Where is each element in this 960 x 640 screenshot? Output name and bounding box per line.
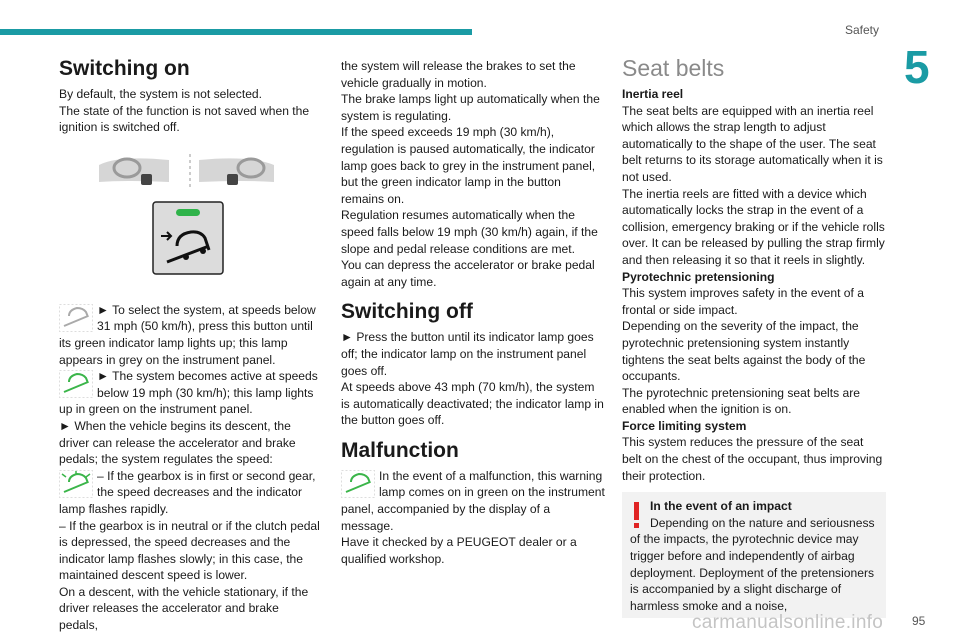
- paragraph: By default, the system is not selected.: [59, 87, 263, 101]
- watermark: carmanualsonline.info: [692, 612, 884, 633]
- paragraph: Have it checked by a PEUGEOT dealer or a qualified workshop.: [341, 535, 577, 566]
- paragraph: ► When the vehicle begins its descent, the driver can release the accelerator and brake pedals; the system regulates the speed:: [59, 418, 296, 467]
- heading-switching-off: Switching off: [341, 300, 473, 324]
- heading-malfunction: Malfunction: [341, 438, 459, 462]
- dashboard-right-icon: [199, 158, 274, 185]
- dashboard-left-icon: [99, 158, 169, 185]
- paragraph: the system will release the brakes to set the vehicle gradually in motion.: [341, 59, 576, 90]
- paragraph: The seat belts are equipped with an inertia reel which allows the strap length to adjust automatically to the shape of the user. The seat belt returns to its storage automatically when it is not used.: [622, 103, 883, 184]
- malfunction-warning-icon: [341, 470, 375, 498]
- header-accent-bar: [0, 29, 472, 35]
- paragraph: The pyrotechnic pretensioning seat belts are enabled when the ignition is on.: [622, 385, 860, 417]
- paragraph: Regulation resumes automatically when the speed falls below 19 mph (30 km/h) again, if the slope and pedal release conditions are met.: [341, 208, 598, 256]
- paragraph: In the event of a malfunction, this warning lamp comes on in green on the instrument panel, accompanied by the display of a message.: [341, 468, 605, 533]
- paragraph: This system improves safety in the event of a frontal or side impact.: [622, 286, 864, 317]
- warning-box: [622, 492, 886, 618]
- paragraph: The brake lamps light up automatically when the system is regulating.: [341, 92, 600, 123]
- column-1: [59, 56, 321, 634]
- paragraph: At speeds above 43 mph (70 km/h), the system is automatically deactivated; the indicator lamp in the button goes off.: [341, 380, 604, 428]
- paragraph: ► To select the system, at speeds below 31 mph (50 km/h), press this button until its green indicator lamp lights up; this lamp appears in grey on the instrument panel.: [59, 302, 316, 367]
- column-2: [341, 58, 605, 567]
- heading-switching-on: Switching on: [59, 57, 190, 80]
- chapter-number: 5: [904, 41, 930, 93]
- paragraph: On a descent, with the vehicle stationary, if the driver releases the accelerator and brake pedals,: [59, 584, 309, 633]
- paragraph: The state of the function is not saved when the ignition is switched off.: [59, 103, 310, 135]
- paragraph: – If the gearbox is in neutral or if the clutch pedal is depressed, the speed decreases and the indicator lamp flashes slowly; in this case, the maintained descent speed is lower.: [59, 518, 320, 583]
- exclamation-icon: [630, 501, 644, 529]
- column-3: [622, 54, 886, 618]
- subheading: Pyrotechnic pretensioning: [622, 269, 775, 284]
- subheading: Inertia reel: [622, 87, 684, 101]
- paragraph: You can depress the accelerator or brake pedal again at any time.: [341, 258, 595, 289]
- paragraph: – If the gearbox is in first or second gear, the speed decreases and the indicator lamp flashes rapidly.: [59, 468, 316, 516]
- page-number: 95: [912, 614, 926, 628]
- paragraph: This system reduces the pressure of the seat belt on the chest of the occupant, thus improving their protection.: [622, 435, 883, 483]
- warning-title: In the event of an impact: [650, 499, 792, 514]
- paragraph: Depending on the severity of the impact, the pyrotechnic pretensioning system instantly tightens the seat belts against the body of the occupants.: [622, 319, 866, 384]
- hill-descent-grey-icon: [59, 304, 93, 332]
- heading-seat-belts: Seat belts: [622, 55, 725, 81]
- section-title: Safety: [845, 23, 880, 37]
- subheading: Force limiting system: [622, 418, 747, 433]
- warning-text: Depending on the nature and seriousness of the impacts, the pyrotechnic device may trigger before and independently of airbag deployment. Deployment of the pretensioners is accompanied by a slight discharge of harmless smoke and a noise,: [630, 515, 875, 613]
- paragraph: ► The system becomes active at speeds below 19 mph (30 km/h); this lamp lights up in green on the instrument panel.: [59, 369, 318, 417]
- steering-wheel-illustration: [59, 140, 321, 296]
- paragraph: ► Press the button until its indicator lamp goes off; the indicator lamp on the instrument panel goes off.: [341, 330, 594, 378]
- paragraph: If the speed exceeds 19 mph (30 km/h), regulation is paused automatically, the indicator lamp goes back to grey in the instrument panel, but the green indicator lamp in the button remains on.: [341, 125, 596, 206]
- hill-descent-flashing-icon: [59, 470, 93, 498]
- paragraph: The inertia reels are fitted with a device which automatically locks the strap in the event of a collision, emergency braking or if the vehicle rolls over. It can be released by pulling the strap firmly and then releasing it so that it reels in slightly.: [622, 186, 885, 267]
- hill-descent-green-icon: [59, 370, 93, 398]
- hill-descent-button-icon: [153, 202, 223, 274]
